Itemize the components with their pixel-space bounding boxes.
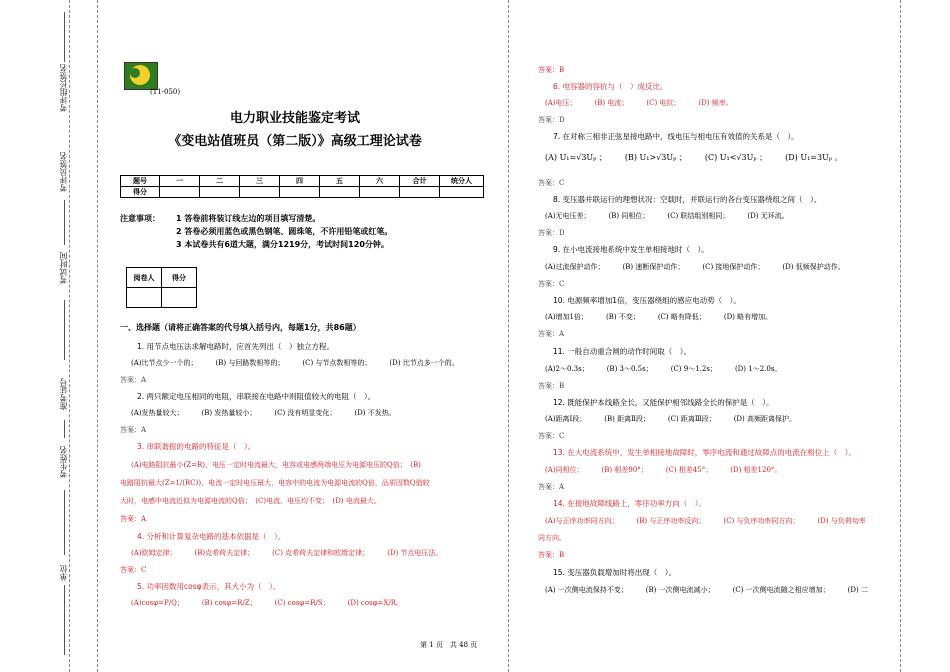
answer-7: 答案：C [538, 179, 565, 187]
side-label-group-leader: 考评组长签名 [59, 64, 68, 112]
score-header-cell: 统分人 [440, 176, 484, 187]
answer-4: 答案：C [120, 566, 147, 574]
side-label-exam-time: 考试时间 [59, 252, 68, 284]
side-label-ticket-no: 准考证号 [59, 378, 68, 410]
question-8: 8. 变压器并联运行的理想状况：空载时，并联运行的各台变压器绕组之间（ ）。 [553, 195, 822, 204]
question-7: 7. 在对称三相非正弦星接电路中，线电压与相电压有效值的关系是（ ）。 [553, 132, 799, 141]
answer-1: 答案：A [120, 376, 147, 384]
page-subtitle: 《变电站值班员（第二版）》高级工理论试卷 [168, 134, 422, 149]
options-11: (A)2～0.3s； (B) 3～0.5s； (C) 9～1.2s； (D) 1～2.0s。 [545, 365, 782, 373]
answer-11: 答案：B [538, 382, 565, 390]
paper-code: (11-050) [150, 88, 181, 96]
side-line [64, 420, 65, 438]
answer-9: 答案：C [538, 280, 565, 288]
options-14-cont: 同方向。 [538, 534, 566, 542]
options-6: (A)电压； (B) 电流； (C) 电抗； (D) 频率。 [545, 99, 733, 107]
question-1: 1. 用节点电压法求解电路时，应首先列出（ ）独立方程。 [137, 342, 335, 351]
question-11: 11. 一般自动重合闸的动作时间取（ ）。 [553, 347, 692, 356]
question-5: 5. 功率因数用cosφ表示，其大小为（ ）。 [137, 582, 281, 591]
page-footer: 第 1 页 共 48 页 [420, 641, 478, 649]
question-6: 6. 电容器的容抗与（ ）成反比。 [553, 82, 668, 91]
score-row-label: 得分 [121, 187, 160, 198]
answer-2: 答案：A [120, 426, 147, 434]
grader-table: 阅卷人 得分 [126, 267, 197, 308]
score-header-cell: 合计 [400, 176, 440, 187]
question-10: 10. 电源频率增加1倍，变压器绕组的感应电动势（ ）。 [553, 296, 741, 305]
page-title: 电力职业技能鉴定考试 [229, 111, 360, 126]
score-header-cell: 六 [360, 176, 400, 187]
options-8: (A)无电压差； (B) 同相位； (C) 联结组别相同； (D) 无环流。 [545, 212, 789, 220]
options-13: (A)同相位； (B) 相差90°； (C) 相差45°； (D) 相差120°。 [545, 466, 782, 474]
score-header-cell: 二 [200, 176, 240, 187]
question-15: 15. 变压器负载增加时将出现（ ）。 [553, 568, 677, 577]
question-9: 9. 在小电流接地系统中发生单相接地时（ ）。 [553, 245, 709, 254]
score-header-cell: 四 [280, 176, 320, 187]
answer-3: 答案：A [120, 515, 147, 523]
side-label-unit: 单位 [59, 565, 68, 581]
binding-line-1 [69, 0, 70, 672]
options-12: (A)距离Ⅰ段； (B) 距离Ⅱ段； (C) 距离Ⅲ段； (D) 高频距离保护。 [545, 415, 796, 423]
question-13: 13. 在大电流系统中，发生单相接地故障时，零序电流和通过故障点的电流在相位上（ ）。 [553, 448, 857, 457]
question-3: 3. 串联谐振的电路的特征是（ ）。 [137, 442, 256, 451]
options-5: (A)cosφ=P/Q； (B) cosφ=R/Z； (C) cosφ=R/S； (D) cosφ=X/R。 [131, 599, 404, 607]
options-3: (A)电路阻抗最小(Z=R)，电压一定时电流最大，电容或电感两端电压为电源电压的Q倍； (B) [131, 461, 421, 469]
side-line [64, 200, 65, 245]
score-header-cell: 一 [160, 176, 200, 187]
options-3-cont: 大时，电感中电流近似为电源电流的Q倍； (C)电流、电压均不变； (D) 电流最大。 [120, 497, 381, 505]
answer-5: 答案：B [538, 66, 565, 74]
binding-line-2 [97, 0, 98, 672]
binding-line-right [900, 0, 901, 672]
logo [124, 62, 158, 90]
score-table [120, 175, 484, 198]
question-12: 12. 既能保护本线路全长，又能保护相邻线路全长的保护是（ ）。 [553, 398, 774, 407]
question-14: 14. 在接地故障线路上，零序功率方向（ ）。 [553, 499, 707, 508]
answer-13: 答案：A [538, 483, 565, 491]
question-2: 2. 两只额定电压相同的电阻，串联接在电路中则阻值较大的电阻（ ）。 [137, 392, 376, 401]
options-9: (A)过流保护动作； (B) 速断保护动作； (C) 接地保护动作； (D) 低频保护动作。 [545, 263, 845, 271]
options-2: (A)发热量较大； (B) 发热量较小； (C) 没有明显变化； (D) 不发热。 [131, 409, 396, 417]
page-divider [508, 0, 509, 672]
section-title: 一、选择题（请将正确答案的代号填入括号内，每题1分，共86题） [120, 323, 361, 332]
answer-14: 答案：B [538, 551, 565, 559]
answer-10: 答案：A [538, 330, 565, 338]
options-10: (A)增加1倍； (B) 不变； (C) 略有降低； (D) 略有增加。 [545, 313, 773, 321]
side-label-examiner: 考评员签名 [59, 152, 68, 192]
options-14: (A)与正序功率同方向； (B) 与正序功率反向； (C) 与负序功率同方向； (D) 与负荷功率 [545, 517, 866, 525]
options-7: (A) U₁=√3Uₚ ； (B) U₁>√3Uₚ ； (C) U₁<√3Uₚ ； (D) U₁=3Uₚ 。 [545, 153, 843, 162]
score-header-cell: 五 [320, 176, 360, 187]
side-label-name: 考生姓名 [59, 446, 68, 478]
score-header-cell: 三 [240, 176, 280, 187]
score-header-cell: 题号 [121, 176, 160, 187]
answer-6: 答案：D [538, 116, 565, 124]
answer-8: 答案：D [538, 229, 565, 237]
question-4: 4. 分析和计算复杂电路的基本依据是（ ）。 [137, 532, 286, 541]
side-line [64, 490, 65, 555]
options-15: (A) 一次侧电流保持不变； (B) 一次侧电流减小； (C) 一次侧电流随之相应增加； (D) 二 [545, 586, 868, 594]
options-4: (A)欧姆定律； (B)克希荷夫定律； (C) 克希荷夫定律和欧姆定律； (D) 节点电压法。 [131, 549, 443, 557]
answer-12: 答案：C [538, 432, 565, 440]
side-line [64, 12, 65, 62]
side-line [64, 300, 65, 360]
side-line [64, 585, 65, 655]
options-3-cont: 电路阻抗最大(Z=1/(RC))，电流一定时电压最大，电容中的电流为电源电流的Q倍，品质因数Q值较 [120, 479, 430, 487]
notes: 注意事项： 1 答卷前将装订线左边的项目填写清楚。 2 答卷必须用蓝色或黑色钢笔、圆珠笔，不许用铅笔或红笔。 3 本试卷共有6道大题，满分1219分，考试时间120分钟。 [120, 214, 393, 249]
options-1: (A)比节点少一个的； (B) 与回路数相等的； (C) 与节点数相等的； (D) 比节点多一个的。 [131, 359, 459, 367]
